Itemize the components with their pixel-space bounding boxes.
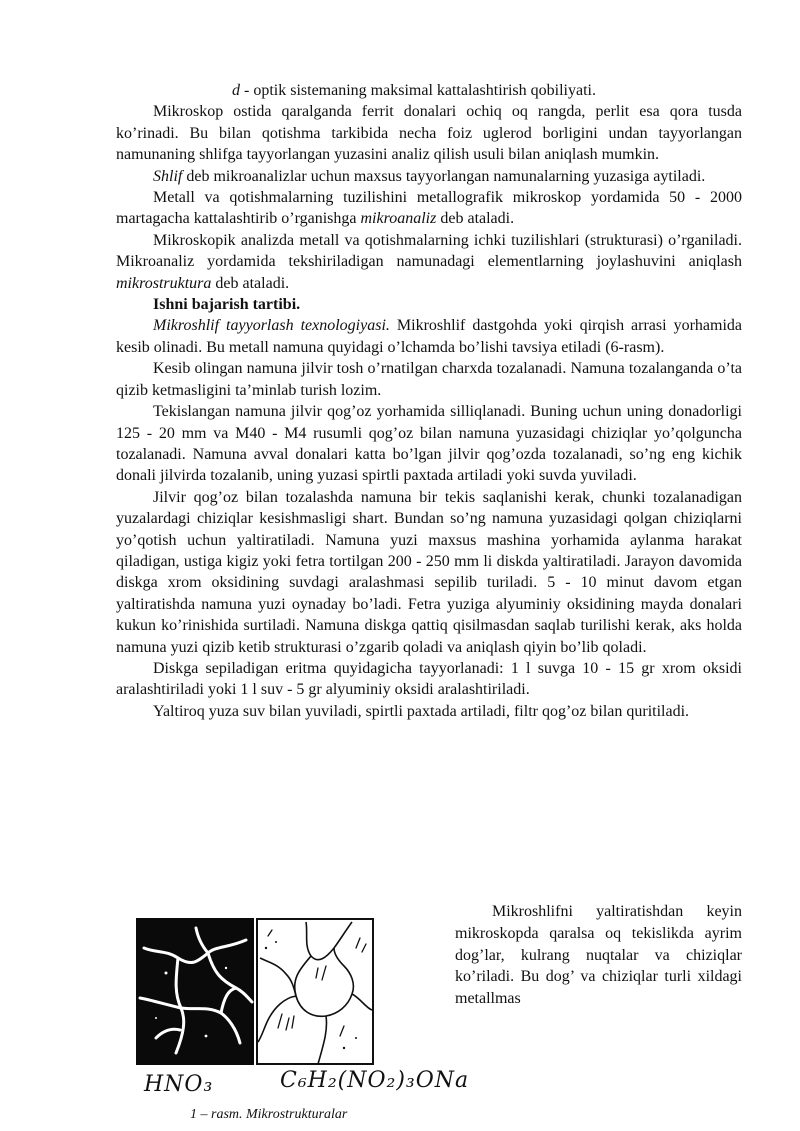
paragraph: Diskga sepiladigan eritma quyidagicha tayyorlanadi: 1 l suvga 10 - 15 gr xrom oksidi aralashtiriladi yoki 1 l suv - 5 gr alyuminiy oksidi aralashtiriladi. [116, 659, 742, 699]
paragraph: Tekislangan namuna jilvir qog’oz yorhamida silliqlanadi. Buning uchun uning donadorligi 125 - 20 mm va M40 - M4 rusumli qog’oz bilan namuna yuzasidagi chiziqlar yo’qolguncha tozalanadi. Namuna avval donalari katta bo’lgan jilvir qog’ozda tozalanadi, so’ng eng kichik donali jilvirda tozalanib, uning yuzasi spirtli paxtada artiladi yoki suvda yuviladi. [116, 403, 742, 485]
paragraph: Jilvir qog’oz bilan tozalashda namuna bir tekis saqlanishi kerak, chunki tozalanadigan yuzalardagi chiziqlar kesishmasligi shart. Bundan so’ng namuna yuzasidagi qolgan chiziqlarni yo’qotish uchun yaltiratiladi. Namuna yuzi maxsus mashina yorhamida aylanma harakat qiladigan, ustiga kigiz yoki fetra tortilgan 200 - 250 mm li diskda yaltiratiladi. Jarayon davomida diskga xrom oksidining suvdagi aralashmasi sepilib turiladi. 5 - 10 minut davom etgan yaltiratishda namuna yuzi oynaday bo’ladi. Fetra yuziga alyuminiy oksidining mayda donalari kukun ko’rinishida surtiladi. Namuna diskga qattiq qisilmasdan saqlab turilishi kerak, aks holda namuna yuzi qizib ketib strukturasi o’zgarib qoladi va aniqlash qiyin bo’lib qoladi. [116, 488, 742, 656]
side-paragraph: Mikroshlifni yaltiratishdan keyin mikroskopda qaralsa oq tekislikda ayrim dog’lar, kulrang nuqtalar va chiziqlar ko’riladi. Bu dog’ va chiziqlar turli xildagi metallmas [455, 903, 742, 1008]
paragraph: Mikroskop ostida qaralganda ferrit donalari ochiq oq rangda, perlit esa qora tusda ko’rinadi. Bu bilan qotishma tarkibida necha foiz uglerod borligini undan tayyorlangan namunaning shlifga tayyorlangan yuzasini analiz qilish usuli bilan aniqlash mumkin. [116, 103, 742, 164]
paragraph: Mikroshlif tayyorlash texnologiyasi. Mikroshlif dastgohda yoki qirqish arrasi yorhamida kesib olinadi. Bu metall namuna quyidagi o’lchamda bo’lishi tavsiya etiladi (6-rasm). [116, 317, 742, 356]
paragraph: Kesib olingan namuna jilvir tosh o’rnatilgan charxda tozalanadi. Namuna tozalanganda o’ta qizib ketmasligini ta’minlab turish lozim. [116, 360, 742, 399]
paragraph: Metall va qotishmalarning tuzilishini metallografik mikroskop yordamida 50 - 2000 martagacha kattalashtirib o’rganishga mikroanaliz deb ataladi. [116, 189, 742, 228]
microstructure-figure [130, 912, 470, 1102]
microstructure-hno3-image [136, 918, 254, 1065]
figure-caption: 1 – rasm. Mikrostrukturalar [190, 1107, 348, 1122]
reagent-label-picrate: C₆H₂(NO₂)₃ONa [280, 1068, 470, 1093]
section-heading: Ishni bajarish tartibi. [153, 296, 301, 314]
side-paragraph-block [455, 901, 742, 1010]
paragraph: Shlif deb mikroanalizlar uchun maxsus tayyorlangan namunalarning yuzasiga aytiladi. [153, 167, 706, 185]
microstructure-picrate-image [256, 918, 374, 1065]
document-body [116, 80, 742, 722]
reagent-label-hno3: HNO₃ [144, 1072, 214, 1097]
paragraph: Mikroskopik analizda metall va qotishmalarning ichki tuzilishlari (strukturasi) o’rganiladi. Mikroanaliz yordamida tekshiriladigan namunadagi elementlarning joylashuvini aniqlash mikrostruktura deb ataladi. [116, 231, 742, 292]
paragraph: d - optik sistemaning maksimal kattalashtirish qobiliyati. [232, 82, 596, 99]
paragraph: Yaltiroq yuza suv bilan yuviladi, spirtli paxtada artiladi, filtr qog’oz bilan quritiladi. [153, 702, 690, 720]
